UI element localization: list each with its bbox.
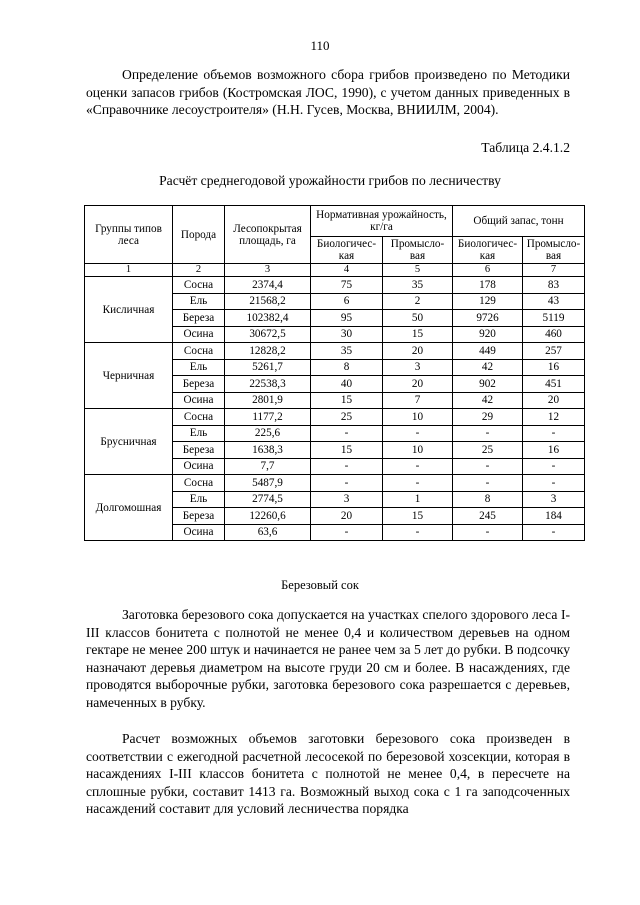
table-cell: - — [311, 425, 383, 442]
column-number: 4 — [311, 264, 383, 277]
table-cell: 129 — [453, 293, 523, 310]
table-cell: Осина — [173, 392, 225, 409]
table-cell: Осина — [173, 524, 225, 541]
table-cell: - — [383, 475, 453, 492]
table-cell: - — [523, 475, 585, 492]
table-cell: 451 — [523, 376, 585, 393]
table-cell: 95 — [311, 310, 383, 327]
intro-paragraph: Определение объемов возможного сбора грибов произведено по Методики оценки запасов грибов (Костромская ЛОС, 1990), с учетом данных приведенных в «Справочнике лесоустроителя» (Н.Н. Гусев, Москва, ВНИИЛМ, 2004). — [86, 67, 570, 118]
table-cell: 20 — [383, 343, 453, 360]
table-cell: 2 — [383, 293, 453, 310]
mushroom-yield-table — [84, 205, 585, 541]
table-cell: 3 — [523, 491, 585, 508]
table-cell: - — [523, 458, 585, 475]
table-cell: 2774,5 — [225, 491, 311, 508]
header-norm-ind: Промысло-вая — [383, 237, 453, 264]
table-cell: - — [311, 475, 383, 492]
table-cell: 22538,3 — [225, 376, 311, 393]
table-cell: Береза — [173, 376, 225, 393]
table-cell: 12260,6 — [225, 508, 311, 525]
table-cell: - — [453, 425, 523, 442]
forest-type-group: Брусничная — [85, 409, 173, 475]
table-cell: - — [453, 475, 523, 492]
table-cell: 102382,4 — [225, 310, 311, 327]
table-cell: Осина — [173, 458, 225, 475]
table-cell: 245 — [453, 508, 523, 525]
table-cell: Береза — [173, 310, 225, 327]
table-row — [85, 343, 585, 360]
table-cell: 42 — [453, 359, 523, 376]
table-cell: 20 — [383, 376, 453, 393]
table-cell: 8 — [453, 491, 523, 508]
table-cell: 1 — [383, 491, 453, 508]
table-cell: 449 — [453, 343, 523, 360]
table-row — [85, 277, 585, 294]
forest-type-group: Долгомошная — [85, 475, 173, 541]
table-cell: 225,6 — [225, 425, 311, 442]
header-stock-ind: Промысло-вая — [523, 237, 585, 264]
forest-type-group: Кисличная — [85, 277, 173, 343]
table-cell: 16 — [523, 359, 585, 376]
table-cell: 10 — [383, 442, 453, 459]
table-cell: - — [453, 458, 523, 475]
header-group: Группы типов леса — [85, 206, 173, 264]
table-cell: - — [523, 524, 585, 541]
table-cell: Ель — [173, 425, 225, 442]
table-cell: 184 — [523, 508, 585, 525]
table-cell: 6 — [311, 293, 383, 310]
table-cell: 902 — [453, 376, 523, 393]
table-cell: 35 — [383, 277, 453, 294]
table-cell: Сосна — [173, 475, 225, 492]
header-stock-bio: Биологичес-кая — [453, 237, 523, 264]
table-cell: 257 — [523, 343, 585, 360]
table-cell: 20 — [311, 508, 383, 525]
table-cell: 5119 — [523, 310, 585, 327]
section-title: Березовый сок — [281, 578, 359, 592]
table-cell: Сосна — [173, 343, 225, 360]
table-cell: - — [383, 458, 453, 475]
table-cell: 2801,9 — [225, 392, 311, 409]
table-cell: 42 — [453, 392, 523, 409]
column-number-row — [85, 264, 585, 277]
table-cell: 2374,4 — [225, 277, 311, 294]
paragraph-birch-sap-2: Расчет возможных объемов заготовки березового сока произведен в соответствии с ежегодной расчетной лесосекой по березовой хозсекции, которая в насаждениях I-III классов бонитета с полнотой не менее 0,4, в пересчете на сплошные рубки, составит 1413 га. Возможный выход сока с 1 га заподсоченных насаждений составит для условий лесничества порядка — [86, 731, 570, 817]
table-cell: 21568,2 — [225, 293, 311, 310]
paragraph-birch-sap-1: Заготовка березового сока допускается на участках спелого здорового леса I-III классов бонитета с полнотой не менее 0,4 и количеством деревьев на одном гектаре не менее 200 штук и начинается не ранее чем за 5 лет до рубки. В подсочку назначают деревья диаметром на высоте груди 20 см и более. В насаждениях, где проводятся выборочные рубки, заготовка березового сока разрешается с деревьев, намеченных в рубку. — [86, 607, 570, 710]
table-cell: 12828,2 — [225, 343, 311, 360]
column-number: 2 — [173, 264, 225, 277]
table-cell: 178 — [453, 277, 523, 294]
table-label: Таблица 2.4.1.2 — [481, 140, 570, 155]
table-cell: 43 — [523, 293, 585, 310]
column-number: 5 — [383, 264, 453, 277]
page-number: 110 — [310, 38, 330, 53]
header-norm-yield: Нормативная урожайность, кг/га — [311, 206, 453, 237]
table-cell: 3 — [383, 359, 453, 376]
table-cell: 12 — [523, 409, 585, 426]
table-cell: 40 — [311, 376, 383, 393]
table-cell: 7,7 — [225, 458, 311, 475]
table-cell: 20 — [523, 392, 585, 409]
table-cell: 10 — [383, 409, 453, 426]
table-cell: 3 — [311, 491, 383, 508]
table-cell: 30672,5 — [225, 326, 311, 343]
table-cell: Ель — [173, 491, 225, 508]
table-cell: 9726 — [453, 310, 523, 327]
table-cell: 5487,9 — [225, 475, 311, 492]
table-cell: 25 — [311, 409, 383, 426]
table-cell: 7 — [383, 392, 453, 409]
table-cell: - — [523, 425, 585, 442]
table-cell: 35 — [311, 343, 383, 360]
table-cell: 15 — [383, 508, 453, 525]
table-cell: - — [311, 524, 383, 541]
table-cell: 1177,2 — [225, 409, 311, 426]
table-cell: Сосна — [173, 409, 225, 426]
table-cell: Осина — [173, 326, 225, 343]
table-cell: 8 — [311, 359, 383, 376]
table-cell: - — [383, 425, 453, 442]
table-cell: Ель — [173, 293, 225, 310]
table-cell: Сосна — [173, 277, 225, 294]
table-cell: Береза — [173, 442, 225, 459]
header-total-stock: Общий запас, тонн — [453, 206, 585, 237]
table-cell: 15 — [383, 326, 453, 343]
table-cell: 15 — [311, 442, 383, 459]
table-cell: 29 — [453, 409, 523, 426]
table-cell: - — [453, 524, 523, 541]
column-number: 7 — [523, 264, 585, 277]
table-cell: - — [311, 458, 383, 475]
column-number: 3 — [225, 264, 311, 277]
header-norm-bio: Биологичес-кая — [311, 237, 383, 264]
table-cell: Ель — [173, 359, 225, 376]
table-row — [85, 475, 585, 492]
table-cell: 25 — [453, 442, 523, 459]
table-cell: 30 — [311, 326, 383, 343]
table-cell: 16 — [523, 442, 585, 459]
table-cell: 50 — [383, 310, 453, 327]
table-cell: 15 — [311, 392, 383, 409]
table-cell: 63,6 — [225, 524, 311, 541]
table-cell: 5261,7 — [225, 359, 311, 376]
header-area: Лесопокрытая площадь, га — [225, 206, 311, 264]
table-cell: 460 — [523, 326, 585, 343]
table-cell: 920 — [453, 326, 523, 343]
table-cell: - — [383, 524, 453, 541]
table-row — [85, 409, 585, 426]
header-species: Порода — [173, 206, 225, 264]
table-cell: 1638,3 — [225, 442, 311, 459]
column-number: 6 — [453, 264, 523, 277]
column-number: 1 — [85, 264, 173, 277]
forest-type-group: Черничная — [85, 343, 173, 409]
table-cell: 83 — [523, 277, 585, 294]
table-cell: Береза — [173, 508, 225, 525]
table-cell: 75 — [311, 277, 383, 294]
table-title: Расчёт среднегодовой урожайности грибов по лесничеству — [159, 173, 501, 188]
